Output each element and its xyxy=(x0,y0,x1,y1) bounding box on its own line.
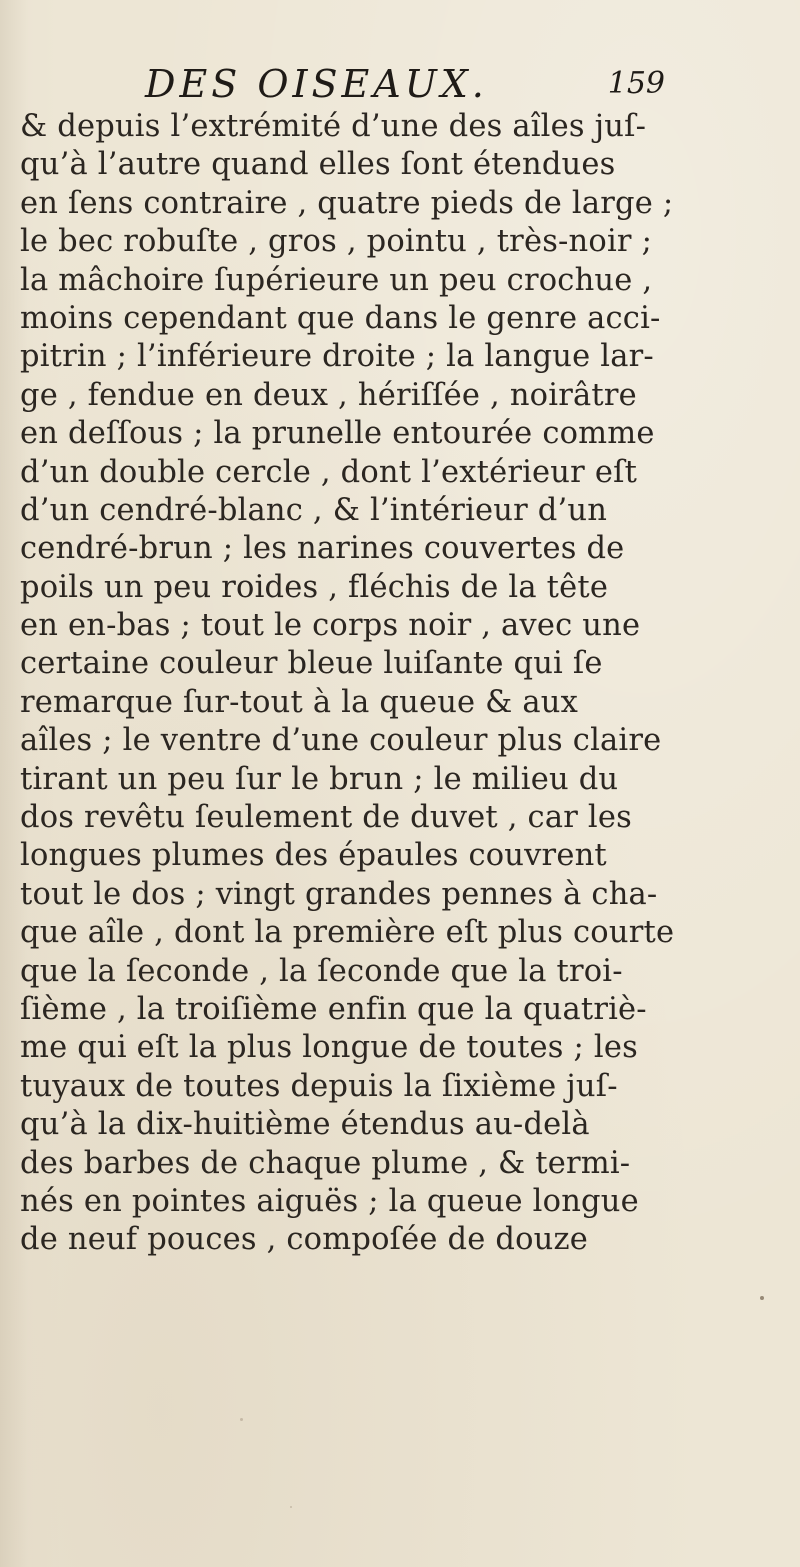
text-line: me qui eſt la plus longue de toutes ; les xyxy=(20,1030,638,1066)
text-line: que aîle , dont la première eſt plus courte xyxy=(20,915,675,951)
text-line: & depuis l’extrémité d’une des aîles juſ- xyxy=(20,109,647,144)
text-line: aîles ; le ventre d’une couleur plus claire xyxy=(20,723,662,759)
paper-speck xyxy=(290,1506,292,1508)
text-line: certaine couleur bleue luiſante qui ſe xyxy=(20,646,603,682)
paper-speck xyxy=(240,1418,243,1421)
text-line: longues plumes des épaules couvrent xyxy=(20,838,607,874)
text-line: tuyaux de toutes depuis la ſixième juſ- xyxy=(20,1068,618,1104)
text-line: moins cependant que dans le genre acci- xyxy=(20,300,661,336)
text-line: la mâchoire ſupérieure un peu crochue , xyxy=(20,262,653,298)
text-line: qu’à la dix-huitième étendus au-delà xyxy=(20,1107,590,1143)
text-line: cendré-brun ; les narines couvertes de xyxy=(20,531,625,567)
text-line: nés en pointes aiguës ; la queue longue xyxy=(20,1183,639,1219)
text-line: le bec robuſte , gros , pointu , très-noir ; xyxy=(20,224,653,260)
text-line: ſième , la troiſième enfin que la quatriè- xyxy=(20,991,647,1027)
text-line: tirant un peu ſur le brun ; le milieu du xyxy=(20,761,619,797)
text-line: en ſens contraire , quatre pieds de large ; xyxy=(20,185,674,221)
text-line: des barbes de chaque plume , & termi- xyxy=(20,1145,631,1181)
page-header xyxy=(145,62,665,114)
text-line: pitrin ; l’inférieure droite ; la langue lar- xyxy=(20,339,654,375)
paper-speck xyxy=(760,1296,764,1300)
text-line: qu’à l’autre quand elles ſont étendues xyxy=(20,147,616,183)
text-line: tout le dos ; vingt grandes pennes à cha- xyxy=(20,876,658,912)
body-text xyxy=(20,108,790,1260)
page-number: 159 xyxy=(607,66,665,101)
text-line: en deſſous ; la prunelle entourée comme xyxy=(20,416,655,452)
text-line: en en-bas ; tout le corps noir , avec une xyxy=(20,608,641,644)
text-line: poils un peu roides , fléchis de la tête xyxy=(20,569,609,605)
text-line: que la ſeconde , la ſeconde que la troi- xyxy=(20,953,623,989)
text-line: ge , fendue en deux , hériſſée , noirâtre xyxy=(20,377,637,413)
text-line: d’un cendré-blanc , & l’intérieur d’un xyxy=(20,492,608,528)
text-line: dos revêtu ſeulement de duvet , car les xyxy=(20,800,632,836)
text-line: d’un double cercle , dont l’extérieur eſt xyxy=(20,454,638,490)
running-title: DES OISEAUX. xyxy=(145,62,488,106)
text-line: de neuf pouces , compoſée de douze xyxy=(20,1222,589,1258)
text-line: remarque ſur-tout à la queue & aux xyxy=(20,684,579,720)
